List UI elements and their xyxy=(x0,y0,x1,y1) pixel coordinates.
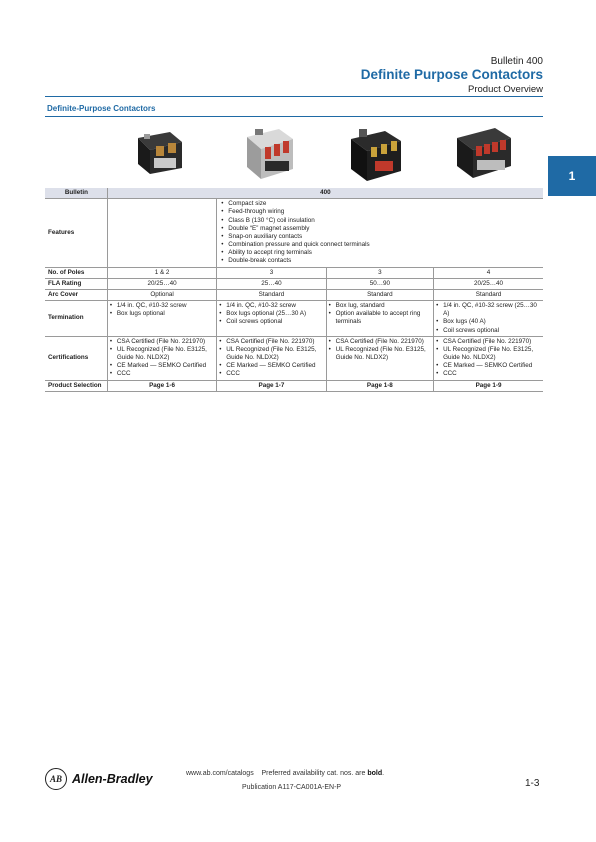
list-item: • Combination pressure and quick connect terminals xyxy=(221,241,541,249)
list-item: • Double-break contacts xyxy=(221,257,541,265)
contactor-4pole-image xyxy=(430,118,538,186)
list-item: • CSA Certified (File No. 221970) xyxy=(329,338,431,346)
list-item: • 1/4 in. QC, #10-32 screw (25…30 A) xyxy=(436,302,541,318)
catalog-url[interactable]: www.ab.com/catalogs xyxy=(186,770,254,777)
section-title: Definite-Purpose Contactors xyxy=(47,104,156,113)
selection-link[interactable]: Page 1-8 xyxy=(326,380,433,391)
table-row-termination xyxy=(45,301,543,337)
list-item: • Option available to accept ring terminals xyxy=(329,310,431,326)
list-item: • 1/4 in. QC, #10-32 screw xyxy=(110,302,214,310)
note-bold: bold xyxy=(367,770,383,777)
selection-link[interactable]: Page 1-9 xyxy=(434,380,543,391)
termination-cell xyxy=(326,301,433,337)
footer-note xyxy=(186,770,384,777)
poles-cell: 3 xyxy=(326,267,433,278)
contactor-3pole-large-image xyxy=(322,118,430,186)
fla-cell: 20/25…40 xyxy=(434,278,543,289)
list-item: • 1/4 in. QC, #10-32 screw xyxy=(219,302,323,310)
table-row-arc-cover xyxy=(45,289,543,300)
fla-cell: 50…90 xyxy=(326,278,433,289)
list-item: • CE Marked — SEMKO Certified xyxy=(110,362,214,370)
features-list xyxy=(221,200,541,265)
contactor-2pole-image xyxy=(106,118,214,186)
cert-cell xyxy=(326,336,433,380)
header-rule xyxy=(45,96,543,97)
list-item: • CSA Certified (File No. 221970) xyxy=(219,338,323,346)
page-subtitle: Product Overview xyxy=(468,84,543,95)
poles-row-label: No. of Poles xyxy=(45,267,107,278)
list-item: • UL Recognized (File No. E3125, Guide No. NLDX2) xyxy=(329,346,431,362)
publication-number: Publication A117-CA001A-EN-P xyxy=(242,784,342,791)
product-images xyxy=(106,118,542,186)
fla-cell: 20/25…40 xyxy=(107,278,216,289)
termination-cell xyxy=(217,301,326,337)
selection-row-label: Product Selection xyxy=(45,380,107,391)
poles-cell: 3 xyxy=(217,267,326,278)
list-item: • Coil screws optional xyxy=(436,327,541,335)
list-item: • Feed-through wiring xyxy=(221,208,541,216)
spec-table xyxy=(45,188,543,392)
list-item: • UL Recognized (File No. E3125, Guide No. NLDX2) xyxy=(110,346,214,362)
fla-row-label: FLA Rating xyxy=(45,278,107,289)
poles-cell: 4 xyxy=(434,267,543,278)
allen-bradley-logo xyxy=(45,768,153,790)
table-row-certifications xyxy=(45,336,543,380)
list-item: • Box lugs (40 A) xyxy=(436,318,541,326)
table-row-poles xyxy=(45,267,543,278)
termination-row-label: Termination xyxy=(45,301,107,337)
bulletin-label: Bulletin 400 xyxy=(490,56,543,67)
list-item: • CCC xyxy=(110,370,214,378)
termination-cell xyxy=(434,301,543,337)
note-suffix: . xyxy=(382,770,385,777)
page-number: 1-3 xyxy=(525,778,540,789)
table-row-features xyxy=(45,199,543,267)
list-item: • Double “E” magnet assembly xyxy=(221,225,541,233)
list-item: • Ability to accept ring terminals xyxy=(221,249,541,257)
arc-cell: Optional xyxy=(107,289,216,300)
list-item: • Box lugs optional (25…30 A) xyxy=(219,310,323,318)
list-item: • UL Recognized (File No. E3125, Guide No. NLDX2) xyxy=(219,346,323,362)
list-item: • CCC xyxy=(219,370,323,378)
cert-cell xyxy=(434,336,543,380)
table-row-fla xyxy=(45,278,543,289)
contactor-3pole-image xyxy=(214,118,322,186)
selection-link[interactable]: Page 1-7 xyxy=(217,380,326,391)
termination-cell xyxy=(107,301,216,337)
fla-cell: 25…40 xyxy=(217,278,326,289)
bulletin-value: 400 xyxy=(107,188,543,199)
list-item: • Box lug, standard xyxy=(329,302,431,310)
arc-cell: Standard xyxy=(434,289,543,300)
list-item: • Box lugs optional xyxy=(110,310,214,318)
list-item: • CE Marked — SEMKO Certified xyxy=(219,362,323,370)
list-item: • UL Recognized (File No. E3125, Guide No. NLDX2) xyxy=(436,346,541,362)
list-item: • Class B (130 °C) coil insulation xyxy=(221,217,541,225)
bulletin-row-label: Bulletin xyxy=(45,188,107,199)
section-rule xyxy=(45,116,543,117)
list-item: • Snap-on auxiliary contacts xyxy=(221,233,541,241)
list-item: • CSA Certified (File No. 221970) xyxy=(436,338,541,346)
list-item: • Coil screws optional xyxy=(219,318,323,326)
cert-cell xyxy=(217,336,326,380)
poles-cell: 1 & 2 xyxy=(107,267,216,278)
table-row-bulletin xyxy=(45,188,543,199)
arc-cell: Standard xyxy=(217,289,326,300)
note-prefix: Preferred availability cat. nos. are xyxy=(261,770,366,777)
arc-row-label: Arc Cover xyxy=(45,289,107,300)
table-row-selection xyxy=(45,380,543,391)
page-title: Definite Purpose Contactors xyxy=(360,67,543,82)
list-item: • Compact size xyxy=(221,200,541,208)
features-cell xyxy=(217,199,543,267)
cert-cell xyxy=(107,336,216,380)
list-item: • CE Marked — SEMKO Certified xyxy=(436,362,541,370)
selection-link[interactable]: Page 1-6 xyxy=(107,380,216,391)
list-item: • CCC xyxy=(436,370,541,378)
arc-cell: Standard xyxy=(326,289,433,300)
list-item: • CSA Certified (File No. 221970) xyxy=(110,338,214,346)
ab-logo-icon: AB xyxy=(45,768,67,790)
brand-name: Allen-Bradley xyxy=(72,772,153,786)
features-row-label: Features xyxy=(45,199,107,267)
cert-row-label: Certifications xyxy=(45,336,107,380)
chapter-tab[interactable]: 1 xyxy=(548,156,596,196)
